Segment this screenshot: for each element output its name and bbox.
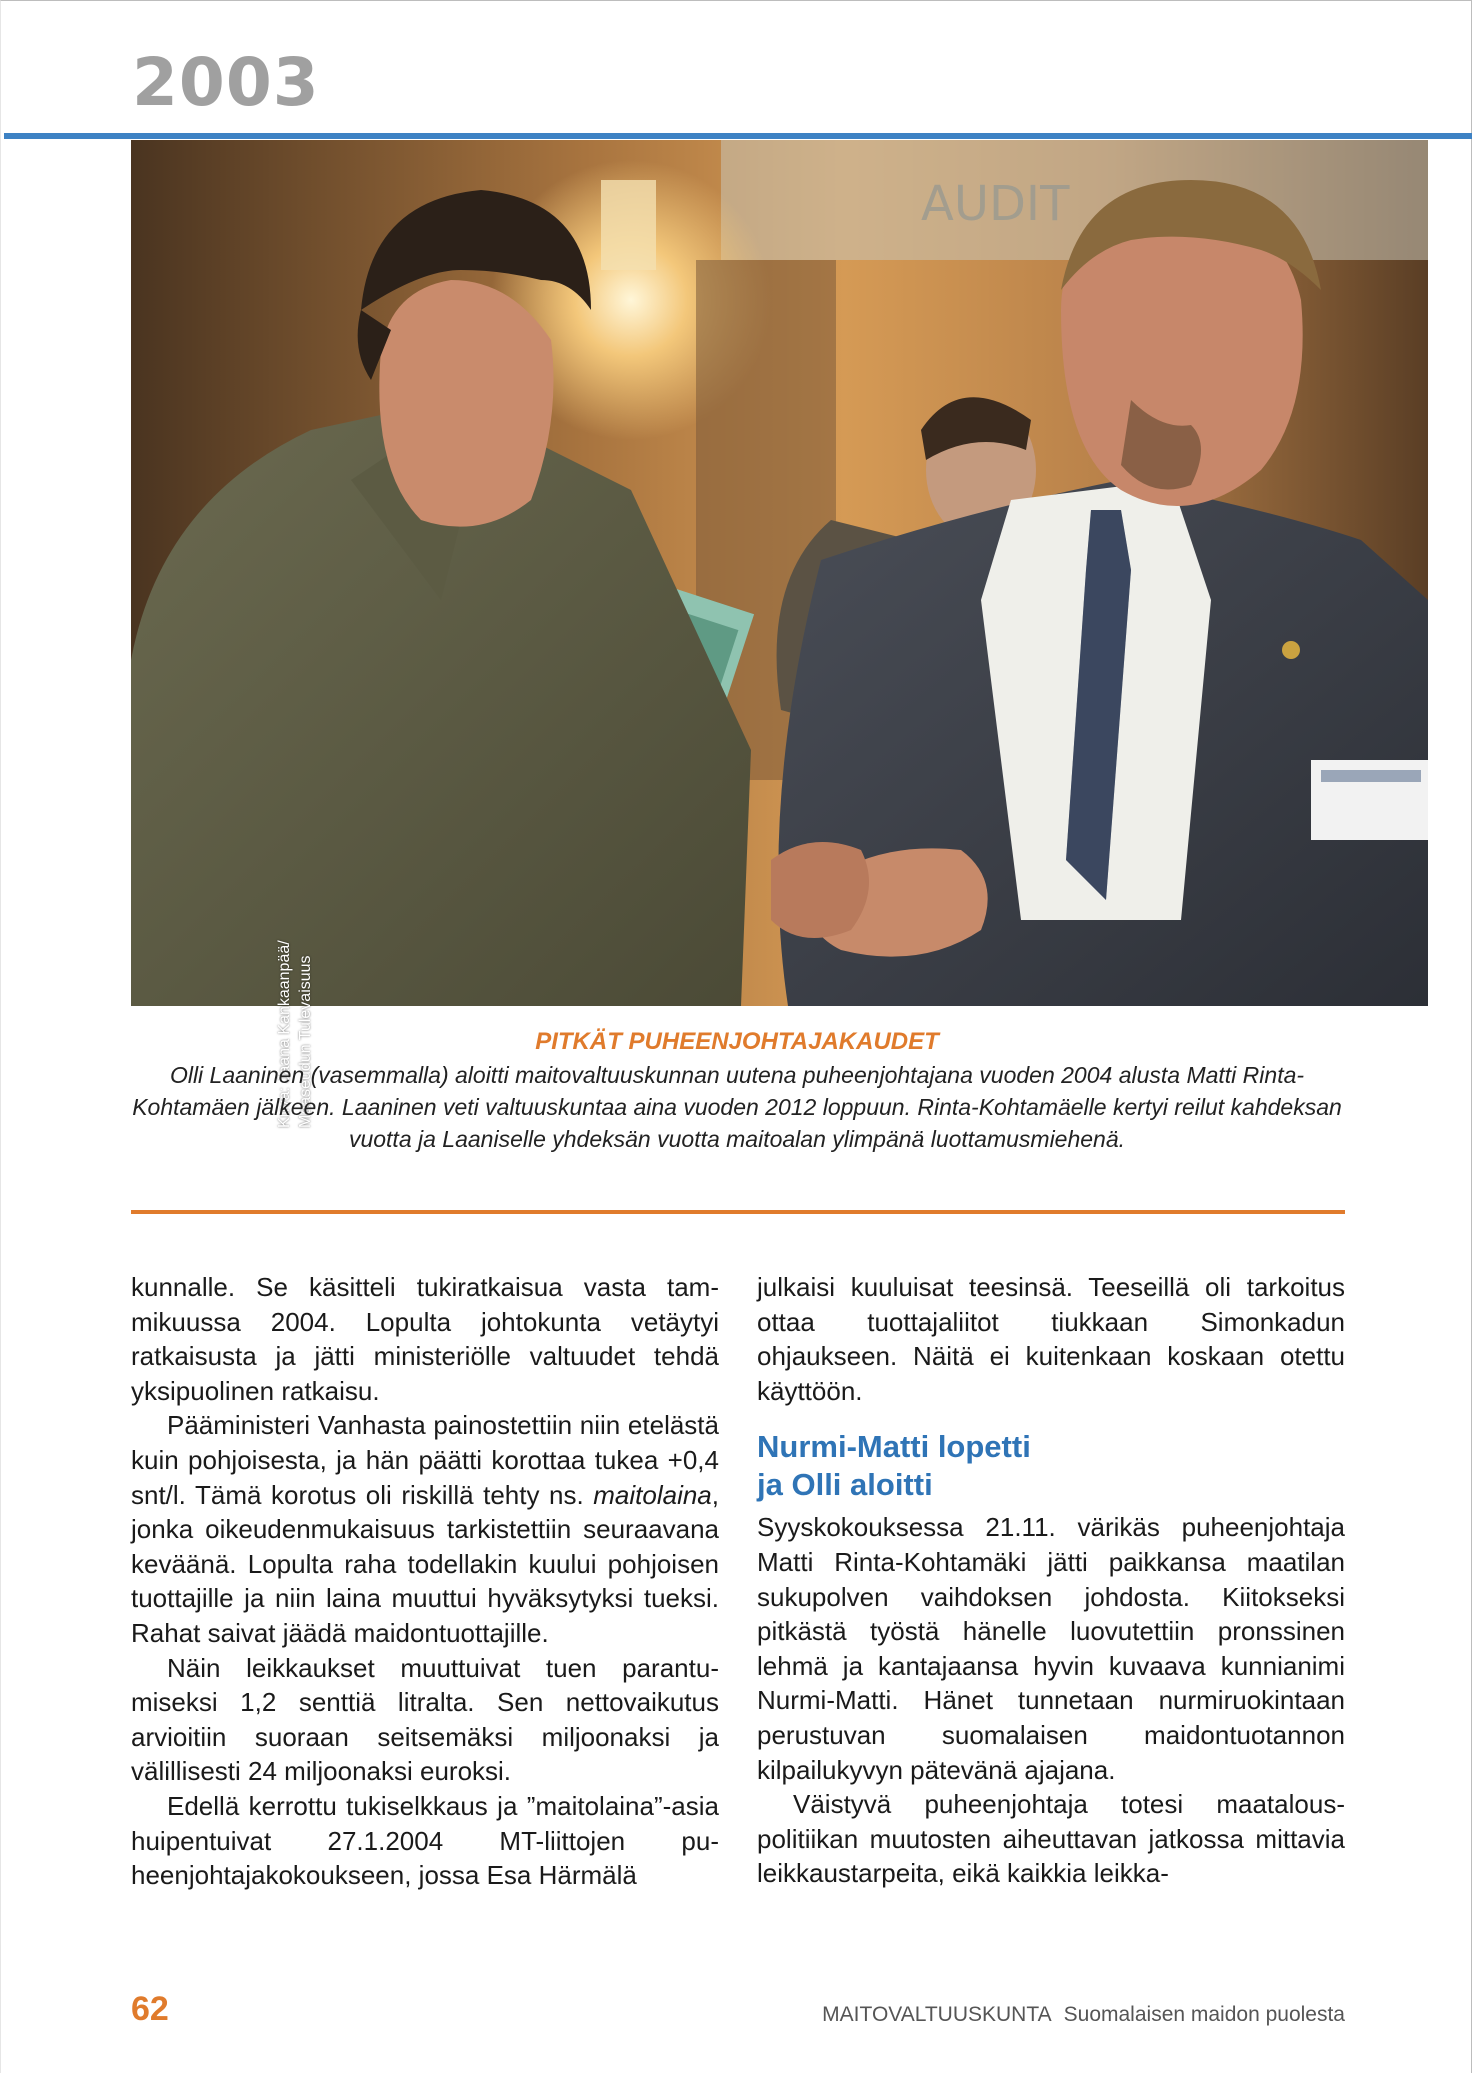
body-column-left	[131, 1270, 719, 1893]
paragraph-text: Pääministeri Vanhasta painostettiin niin etelästä kuin pohjoisesta, ja hän päätti korottaa tukea +0,4 snt/l. Tämä korotus oli riskillä tehty ns.	[131, 1410, 719, 1510]
caption-text: Olli Laaninen (vasemmalla) aloitti maitovaltuuskunnan uutena puheenjohtajana vuoden 2004 alusta Matti Rinta-Kohtamäen jälkeen. Laaninen veti valtuuskuntaa aina vuoden 2012 loppuun. Rinta-Kohtamäelle kertyi reilut kahdeksan vuotta ja Laaniselle yhdeksän vuotta maitoalan ylimpänä luottamusmiehenä.	[132, 1062, 1342, 1152]
subheading-line1: Nurmi-Matti lopetti	[757, 1429, 1031, 1465]
year-heading: 2003	[132, 44, 320, 121]
caption-title: PITKÄT PUHEENJOHTAJAKAUDET	[535, 1028, 939, 1055]
paragraph: julkaisi kuuluisat teesinsä. Teeseillä oli tarkoitus ottaa tuottajaliitot tiukkaan Simonkadun ohjaukseen. Näitä ei kuitenkaan koskaan otettu käyttöön.	[757, 1272, 1345, 1406]
photo-credit-line2: Maaseudun Tulevaisuus	[297, 955, 314, 1128]
paragraph-text: , jonka oikeudenmukaisuus tarkistettiin seuraavana keväänä. Lopulta raha todellakin kuului pohjoisen tuottajille ja niin laina muuttui hyväksytyksi tueksi. Rahat saivat jäädä maidontuottajille.	[131, 1479, 719, 1648]
paragraph: Väistyvä puheenjohtaja totesi maatalouspolitiikan muutosten aiheuttavan jatkossa mittavia leikkaustarpeita, eikä kaikkia leikka-	[757, 1789, 1345, 1889]
paragraph: Syyskokouksessa 21.11. värikäs puheenjohtaja Matti Rinta-Kohtamäki jätti paikkansa maatilan sukupolven vaihdoksen johdosta. Kiitokseksi pitkästä työstä hänelle luovutettiin pronssinen lehmä ja kantajaansa hyvin kuvaava kunnianimi Nurmi-Matti. Hänet tunnetaan nurmiruokintaan perustuvan suomalaisen maidontuotannon kilpailukyvyn pätevänä ajajana.	[757, 1512, 1345, 1785]
subheading-line2: ja Olli aloitti	[757, 1467, 933, 1503]
paragraph: Edellä kerrottu tukiselkkaus ja ”maitolaina”-asia huipentuivat 27.1.2004 MT-liittojen puheenjohtajakokoukseen, jossa Esa Härmälä	[131, 1790, 719, 1891]
footer-publication	[822, 2003, 1345, 2027]
caption-rule	[131, 1210, 1345, 1214]
page-number: 62	[131, 1990, 169, 2028]
paragraph: kunnalle. Se käsitteli tukiratkaisua vasta tammikuussa 2004. Lopulta johtokunta vetäytyi ratkaisusta ja jätti ministeriölle valtuudet tehdä yksipuolinen ratkaisu.	[131, 1272, 719, 1406]
paragraph: Näin leikkaukset muuttuivat tuen parantumiseksi 1,2 senttiä litralta. Sen nettovaikutus arvioitiin suoraan seitsemäksi miljoonaksi ja välillisesti 24 miljoonaksi euroksi.	[131, 1652, 719, 1787]
paragraph	[131, 1408, 719, 1650]
body-column-right	[757, 1270, 1345, 1891]
photo-credit-line1: Kuva: Jaana Kankaanpää/	[276, 940, 293, 1128]
header-rule	[4, 133, 1472, 139]
handshake-photo	[131, 140, 1428, 1006]
publication-name: MAITOVALTUUSKUNTA	[822, 2003, 1052, 2026]
emphasis-maitolaina: maitolaina	[593, 1479, 712, 1510]
photo-caption	[131, 1027, 1343, 1155]
section-subheading	[757, 1428, 1345, 1504]
audit-sign-text: AUDIT	[921, 176, 1070, 232]
publication-tagline: Suomalaisen maidon puolesta	[1063, 2003, 1345, 2026]
